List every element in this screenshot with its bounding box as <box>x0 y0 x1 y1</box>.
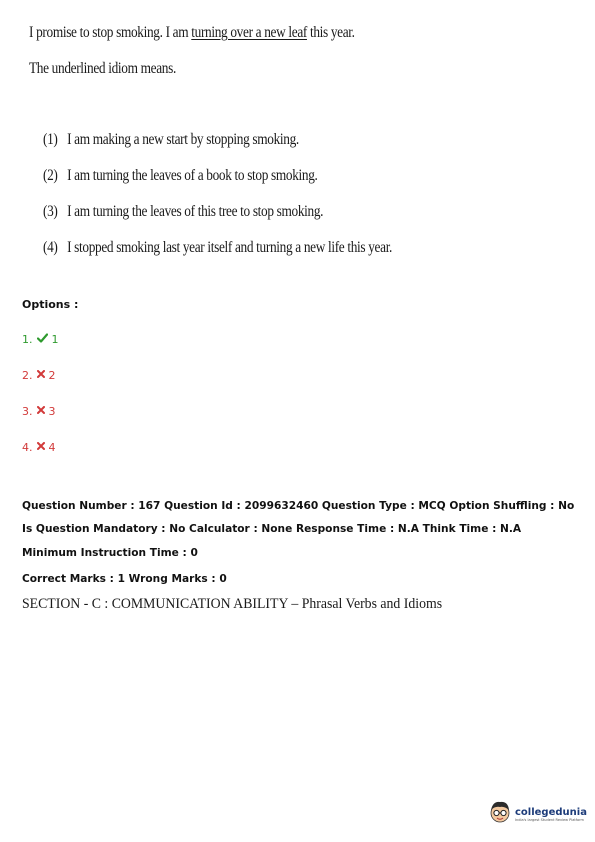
cross-icon <box>37 442 45 453</box>
underlined-idiom: turning over a new leaf <box>191 24 307 41</box>
mascot-icon <box>489 800 511 829</box>
check-icon <box>37 333 48 346</box>
choice-text: I am making a new start by stopping smoking. <box>67 131 299 148</box>
option-2 <box>22 369 56 382</box>
question-line-1 <box>29 24 355 42</box>
choice-number: (2) <box>43 167 58 184</box>
logo-tagline: India's largest Student Review Platform <box>515 817 584 822</box>
question-line-2: The underlined idiom means. <box>29 60 176 77</box>
choice-3 <box>43 203 323 221</box>
choice-text: I am turning the leaves of this tree to stop smoking. <box>67 203 324 220</box>
question-meta-line-1: Question Number : 167 Question Id : 2099632460 Question Type : MCQ Option Shuffling : No <box>22 500 575 512</box>
section-title: SECTION - C : COMMUNICATION ABILITY – Phrasal Verbs and Idioms <box>22 596 443 612</box>
option-index: 4. <box>22 441 33 454</box>
choice-text: I stopped smoking last year itself and turning a new life this year. <box>67 239 393 256</box>
question-text-after: this year. <box>306 24 355 41</box>
option-value: 4 <box>48 441 56 454</box>
option-1 <box>22 333 59 346</box>
question-meta-line-3: Minimum Instruction Time : 0 <box>22 547 198 559</box>
options-label: Options : <box>22 298 79 311</box>
question-text-before: I promise to stop smoking. I am <box>29 24 192 41</box>
question-meta-line-4: Correct Marks : 1 Wrong Marks : 0 <box>22 573 227 585</box>
choice-number: (4) <box>43 239 58 256</box>
cross-icon <box>37 370 45 381</box>
option-4 <box>22 441 56 454</box>
question-meta-line-2: Is Question Mandatory : No Calculator : None Response Time : N.A Think Time : N.A <box>22 523 522 535</box>
option-value: 3 <box>48 405 56 418</box>
logo-wordmark: collegedunia <box>515 806 587 818</box>
option-value: 2 <box>48 369 56 382</box>
choice-text: I am turning the leaves of a book to stop smoking. <box>67 167 318 184</box>
option-index: 3. <box>22 405 33 418</box>
choice-1 <box>43 131 299 149</box>
choice-4 <box>43 239 392 257</box>
option-index: 2. <box>22 369 33 382</box>
option-index: 1. <box>22 333 33 346</box>
cross-icon <box>37 406 45 417</box>
choice-number: (3) <box>43 203 58 220</box>
choice-number: (1) <box>43 131 58 148</box>
option-value: 1 <box>51 333 59 346</box>
option-3 <box>22 405 56 418</box>
choice-2 <box>43 167 318 185</box>
collegedunia-logo <box>489 800 587 829</box>
